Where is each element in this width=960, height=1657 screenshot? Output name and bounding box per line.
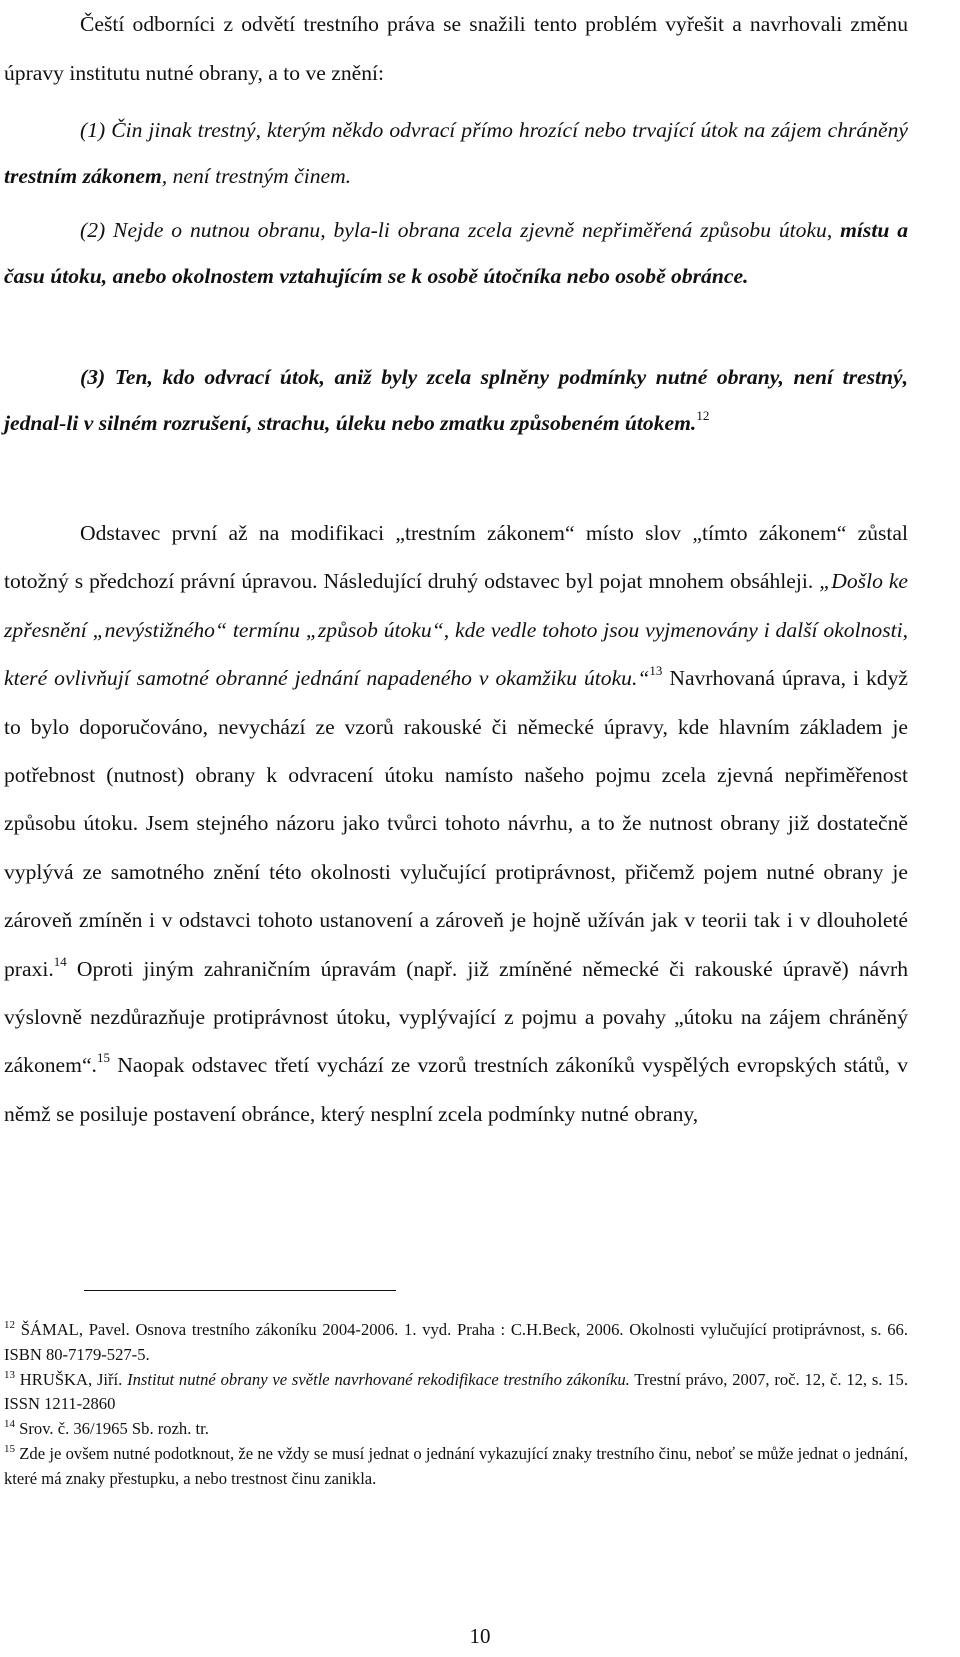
footnote-ref-12[interactable]: 12 [696, 408, 710, 423]
footnote-15: $^{15}$ Zde je ovšem nutné podotknout, že ne vždy se musí jednat o jednání vykazující znaky trestního činu, neboť se může jednat o jednání, které má znaky přestupku, a nebo trestnost činu zanikla. [4, 1442, 908, 1488]
footnote-ref-13[interactable]: 13 [649, 663, 663, 679]
quote-paragraph-2: (2) Nejde o nutnou obranu, byla-li obrana zcela zjevně nepřiměřená způsobu útoku, místu a času útoku, anebo okolnostem vztahujícím se k osobě útočníka nebo osobě obránce. [4, 218, 908, 288]
footnote-ref-15[interactable]: 15 [96, 1050, 110, 1066]
footnote-ref-14[interactable]: 14 [53, 953, 67, 969]
footnote-14: $^{14}$ Srov. č. 36/1965 Sb. rozh. tr. [4, 1418, 209, 1439]
quote-paragraph-1: (1) Čin jinak trestný, kterým někdo odvrací přímo hrozící nebo trvající útok na zájem chráněný trestním zákonem, není trestným činem. [4, 118, 908, 188]
footnotes [4, 1318, 908, 1492]
body-paragraph: Odstavec první až na modifikaci „trestním zákonem“ místo slov „tímto zákonem“ zůstal totožný s předchozí právní úpravou. Následující druhý odstavec byl pojat mnohem obsáhleji. „Došlo ke zpřesnění „nevýstižného“ termínu „způsob útoku“, kde vedle tohoto jsou vyjmenovány i další okolnosti, které ovlivňují samotné obranné jednání napadeného v okamžiku útoku.“$^{13}$ Navrhovaná úprava, i když to bylo doporučováno, nevychází ze vzorů rakouské či německé úpravy, kde hlavním základem je potřebnost (nutnost) obrany k odvracení útoku namísto našeho pojmu zcela zjevná nepřiměřenost způsobu útoku. Jsem stejného názoru jako tvůrci tohoto návrhu, a to že nutnost obrany již dostatečně vyplývá ze samotného znění této okolnosti vylučující protiprávnost, přičemž pojem nutné obrany je zároveň zmíněn i v odstavci tohoto ustanovení a zároveň je hojně užíván jak v teorii tak i v dlouholeté praxi.$^{14}$ Oproti jiným zahraničním úpravám (např. již zmíněné německé či rakouské úpravě) návrh výslovně nezdůrazňuje protiprávnost útoku, vyplývající z pojmu a povahy „útoku na zájem chráněný zákonem“.$^{15}$ Naopak odstavec třetí vychází ze vzorů trestních zákoníků vyspělých evropských států, v němž se posiluje postavení obránce, který nesplní zcela podmínky nutné obrany, [4, 521, 909, 1126]
footnote-13: $^{13}$ HRUŠKA, Jiří. Institut nutné obrany ve světle navrhované rekodifikace trestního zákoníku. Trestní právo, 2007, roč. 12, č. 12, s. 15. ISSN 1211-2860 [4, 1368, 908, 1414]
quote-paragraph-3: (3) Ten, kdo odvrací útok, aniž byly zcela splněny podmínky nutné obrany, není trestný, jednal-li v silném rozrušení, strachu, úleku nebo zmatku způsobeném útokem.$^{12}$ [4, 365, 908, 435]
footnote-12: $^{12}$ ŠÁMAL, Pavel. Osnova trestního zákoníku 2004-2006. 1. vyd. Praha : C.H.Beck, 2006. Okolnosti vylučující protiprávnost, s. 66. ISBN 80-7179-527-5. [4, 1319, 908, 1364]
intro-paragraph: Čeští odborníci z odvětí trestního práva se snažili tento problém vyřešit a navrhovali změnu úpravy institutu nutné obrany, a to ve znění: [4, 12, 908, 85]
page-number: 10 [469, 1624, 491, 1648]
footnote-divider [84, 1290, 396, 1291]
